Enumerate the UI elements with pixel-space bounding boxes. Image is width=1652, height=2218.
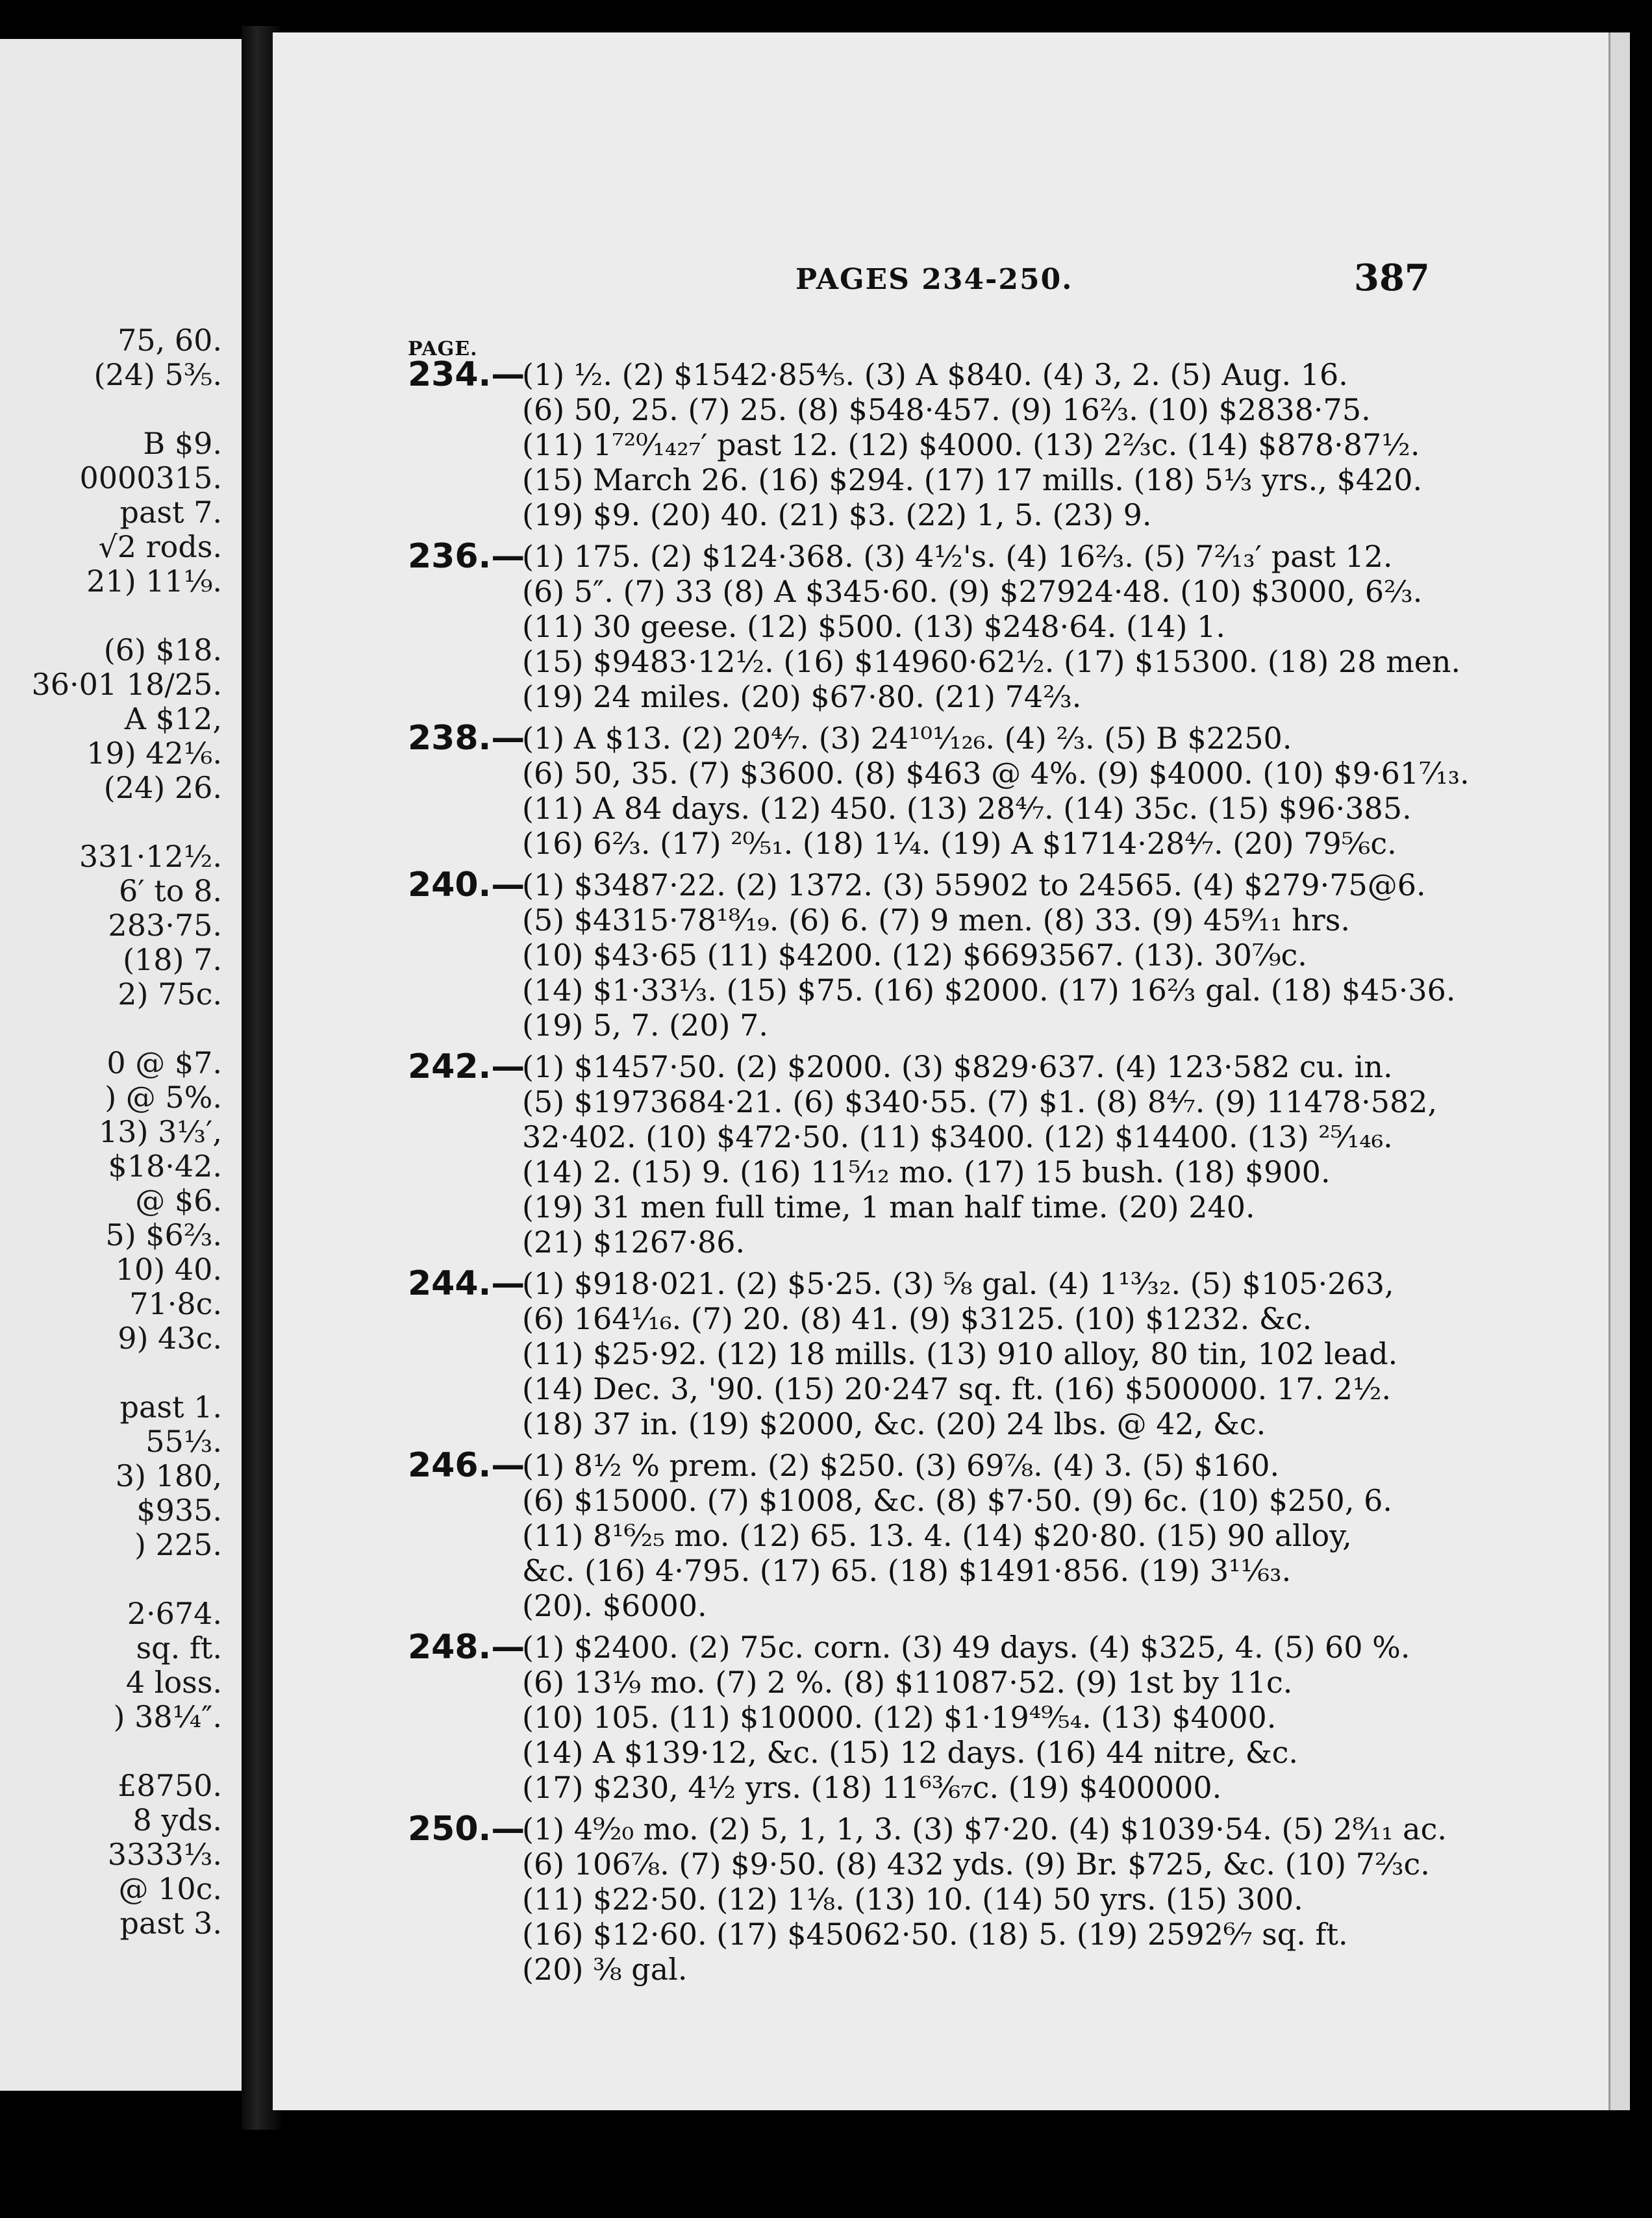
left-fragment-line: ) 38¼″. — [113, 1699, 222, 1734]
left-fragment-line: past 7. — [119, 495, 222, 530]
left-fragment-line: 36·01 18/25. — [31, 667, 222, 702]
entry-page-number: 234.— — [408, 355, 525, 394]
left-fragment-line: $18·42. — [108, 1149, 222, 1184]
entry-page-number: 242.— — [408, 1047, 525, 1086]
entry-line: (1) $918·021. (2) $5·25. (3) ⅝ gal. (4) 1¹³⁄₃₂. (5) $105·263, — [522, 1266, 1394, 1301]
left-fragment-line: B $9. — [143, 426, 222, 461]
answer-entry — [408, 357, 1466, 532]
entry-page-number: 248.— — [408, 1628, 525, 1667]
answer-entry — [408, 719, 1470, 861]
entry-page-number: 246.— — [408, 1446, 525, 1485]
answer-entry — [408, 539, 1466, 714]
entry-line: (1) $1457·50. (2) $2000. (3) $829·637. (4) 123·582 cu. in. — [522, 1049, 1393, 1084]
entry-line: (1) ½. (2) $1542·85⅘. (3) A $840. (4) 3, 2. (5) Aug. 16. — [522, 357, 1348, 392]
left-fragment-line: sq. ft. — [136, 1630, 222, 1665]
left-fragment-line: 71·8c. — [129, 1286, 222, 1321]
left-fragment-line: 283·75. — [108, 908, 222, 943]
entry-line: (19) 24 miles. (20) $67·80. (21) 74⅔. — [522, 679, 1082, 714]
entry-line: (14) Dec. 3, '90. (15) 20·247 sq. ft. (16) $500000. 17. 2½. — [522, 1371, 1392, 1406]
entry-line: (11) $25·92. (12) 18 mills. (13) 910 alloy, 80 tin, 102 lead. — [522, 1336, 1398, 1371]
entry-line: (18) 37 in. (19) $2000, &c. (20) 24 lbs. @ 42, &c. — [522, 1406, 1266, 1441]
entry-line: (11) A 84 days. (12) 450. (13) 28⁴⁄₇. (14) 35c. (15) $96·385. — [522, 791, 1412, 826]
left-fragment-line: 4 loss. — [125, 1665, 222, 1700]
entry-line: (6) 13⅑ mo. (7) 2 %. (8) $11087·52. (9) 1st by 11c. — [522, 1665, 1293, 1700]
entry-line: (14) A $139·12, &c. (15) 12 days. (16) 44 nitre, &c. — [522, 1735, 1299, 1770]
entry-line: (5) $4315·78¹⁸⁄₁₉. (6) 6. (7) 9 men. (8) 33. (9) 45⁹⁄₁₁ hrs. — [522, 903, 1350, 938]
answer-page — [273, 32, 1630, 2110]
entry-line: (11) 8¹⁶⁄₂₅ mo. (12) 65. 13. 4. (14) $20·80. (15) 90 alloy, — [522, 1518, 1352, 1553]
entry-line: (10) $43·65 (11) $4200. (12) $6693567. (13). 30⁷⁄₉c. — [522, 938, 1307, 973]
answer-entry — [408, 1630, 1466, 1805]
answer-entry — [408, 1812, 1466, 1987]
entry-line: (6) 50, 25. (7) 25. (8) $548·457. (9) 16⅔. (10) $2838·75. — [522, 392, 1371, 427]
left-fragment-line: (18) 7. — [123, 942, 222, 977]
entry-line: (20). $6000. — [522, 1588, 707, 1623]
entry-line: (6) 50, 35. (7) $3600. (8) $463 @ 4%. (9) $4000. (10) $9·61⁷⁄₁₃. — [522, 756, 1470, 791]
entry-line: (16) 6⅔. (17) ²⁰⁄₅₁. (18) 1¼. (19) A $1714·28⁴⁄₇. (20) 79⅚c. — [522, 826, 1397, 861]
entry-line: (19) 31 men full time, 1 man half time. (20) 240. — [522, 1190, 1255, 1225]
column-label: PAGE. — [408, 338, 478, 360]
left-fragment-line: 2) 75c. — [118, 977, 222, 1012]
entry-line: (19) $9. (20) 40. (21) $3. (22) 1, 5. (23) 9. — [522, 497, 1152, 532]
entry-line: (6) 164¹⁄₁₆. (7) 20. (8) 41. (9) $3125. (10) $1232. &c. — [522, 1301, 1312, 1336]
left-fragment-line: 10) 40. — [115, 1252, 222, 1287]
left-fragment-line: 331·12½. — [79, 839, 222, 874]
entry-line: (15) March 26. (16) $294. (17) 17 mills. (18) 5⅓ yrs., $420. — [522, 462, 1423, 497]
left-fragment-line: 19) 42⅙. — [86, 736, 222, 771]
entry-line: (1) A $13. (2) 20⁴⁄₇. (3) 24¹⁰¹⁄₁₂₆. (4) ⅔. (5) B $2250. — [522, 721, 1292, 756]
entry-line: 32·402. (10) $472·50. (11) $3400. (12) $14400. (13) ²⁵⁄₁₄₆. — [522, 1119, 1393, 1154]
left-fragment-line: £8750. — [118, 1768, 222, 1803]
entry-line: (15) $9483·12½. (16) $14960·62½. (17) $15300. (18) 28 men. — [522, 644, 1461, 679]
left-fragment-line: 3333⅓. — [107, 1837, 222, 1872]
answer-entry — [408, 1266, 1466, 1441]
page-number: 387 — [1354, 256, 1430, 299]
left-fragment-line: 5) $6⅔. — [105, 1217, 222, 1252]
answer-entry — [408, 1448, 1466, 1623]
entry-page-number: 244.— — [408, 1264, 525, 1303]
left-fragment-line: 3) 180, — [115, 1458, 222, 1493]
running-head: PAGES 234-250. — [795, 263, 1073, 296]
left-fragment-line: 55⅓. — [145, 1424, 222, 1459]
entry-line: (1) 8½ % prem. (2) $250. (3) 69⅞. (4) 3. (5) $160. — [522, 1448, 1280, 1483]
left-fragment-line: 13) 3⅓′, — [98, 1114, 222, 1149]
left-fragment-line: 0 @ $7. — [106, 1045, 222, 1080]
entry-line: (11) 30 geese. (12) $500. (13) $248·64. (14) 1. — [522, 609, 1225, 644]
entry-page-number: 238.— — [408, 719, 525, 758]
entry-line: (1) 175. (2) $124·368. (3) 4½'s. (4) 16⅔. (5) 7²⁄₁₃′ past 12. — [522, 539, 1393, 574]
left-fragment-line: ) @ 5%. — [105, 1080, 222, 1115]
entry-line: (21) $1267·86. — [522, 1225, 745, 1260]
left-fragment-line: @ $6. — [135, 1183, 222, 1218]
entry-line: (6) 106⅞. (7) $9·50. (8) 432 yds. (9) Br. $725, &c. (10) 7⅔c. — [522, 1847, 1430, 1882]
left-fragment-line: 9) 43c. — [118, 1321, 222, 1356]
left-fragment-line: (6) $18. — [103, 632, 222, 667]
left-fragment-line: 8 yds. — [132, 1802, 222, 1838]
entry-line: &c. (16) 4·795. (17) 65. (18) $1491·856. (19) 3¹¹⁄₆₃. — [522, 1553, 1292, 1588]
left-fragment-line: past 3. — [119, 1906, 222, 1941]
left-fragment-line: 75, 60. — [118, 323, 222, 358]
answer-entry — [408, 867, 1466, 1043]
left-fragment-line: @ 10c. — [118, 1871, 222, 1906]
left-page-fragment — [0, 39, 242, 2091]
left-fragment-line: (24) 26. — [103, 770, 222, 805]
entry-line: (1) 4⁹⁄₂₀ mo. (2) 5, 1, 1, 3. (3) $7·20. (4) $1039·54. (5) 2⁸⁄₁₁ ac. — [522, 1812, 1447, 1847]
left-fragment-line: $935. — [136, 1493, 222, 1528]
entry-line: (6) 5″. (7) 33 (8) A $345·60. (9) $27924·48. (10) $3000, 6⅔. — [522, 574, 1423, 609]
answer-entries — [408, 355, 1470, 1993]
entry-line: (10) 105. (11) $10000. (12) $1·19⁴⁹⁄₅₄. (13) $4000. — [522, 1700, 1277, 1735]
left-fragment-line: 21) 11⅑. — [86, 564, 222, 599]
entry-page-number: 250.— — [408, 1810, 525, 1849]
left-fragment-line: 2·674. — [127, 1596, 222, 1631]
entry-line: (11) 1⁷²⁰⁄₁₄₂₇′ past 12. (12) $4000. (13) 2⅔c. (14) $878·87½. — [522, 427, 1420, 462]
entry-line: (17) $230, 4½ yrs. (18) 11⁶³⁄₆₇c. (19) $400000. — [522, 1770, 1222, 1805]
left-fragment-line: A $12, — [124, 701, 222, 736]
entry-line: (5) $1973684·21. (6) $340·55. (7) $1. (8) 8⁴⁄₇. (9) 11478·582, — [522, 1084, 1438, 1119]
left-fragment-line: √2 rods. — [98, 529, 222, 564]
left-fragment-line: 0000315. — [79, 460, 222, 495]
entry-line: (11) $22·50. (12) 1⅛. (13) 10. (14) 50 yrs. (15) 300. — [522, 1882, 1303, 1917]
entry-line: (1) $2400. (2) 75c. corn. (3) 49 days. (4) $325, 4. (5) 60 %. — [522, 1630, 1410, 1665]
entry-line: (19) 5, 7. (20) 7. — [522, 1008, 769, 1043]
entry-line: (14) $1·33⅓. (15) $75. (16) $2000. (17) 16⅔ gal. (18) $45·36. — [522, 973, 1456, 1008]
left-fragment-line: past 1. — [119, 1389, 222, 1425]
left-fragment-line: 6′ to 8. — [118, 873, 222, 908]
entry-page-number: 236.— — [408, 537, 525, 576]
entry-line: (20) ⅜ gal. — [522, 1952, 688, 1987]
answer-entry — [408, 1049, 1466, 1260]
entry-line: (1) $3487·22. (2) 1372. (3) 55902 to 24565. (4) $279·75@6. — [522, 867, 1426, 903]
entry-page-number: 240.— — [408, 866, 525, 904]
entry-line: (14) 2. (15) 9. (16) 11⁵⁄₁₂ mo. (17) 15 bush. (18) $900. — [522, 1154, 1331, 1190]
entry-line: (6) $15000. (7) $1008, &c. (8) $7·50. (9) 6c. (10) $250, 6. — [522, 1483, 1392, 1518]
left-fragment-line: (24) 5⅗. — [94, 357, 222, 392]
left-fragment-line: ) 225. — [134, 1527, 222, 1562]
entry-line: (16) $12·60. (17) $45062·50. (18) 5. (19) 2592⁶⁄₇ sq. ft. — [522, 1917, 1348, 1952]
